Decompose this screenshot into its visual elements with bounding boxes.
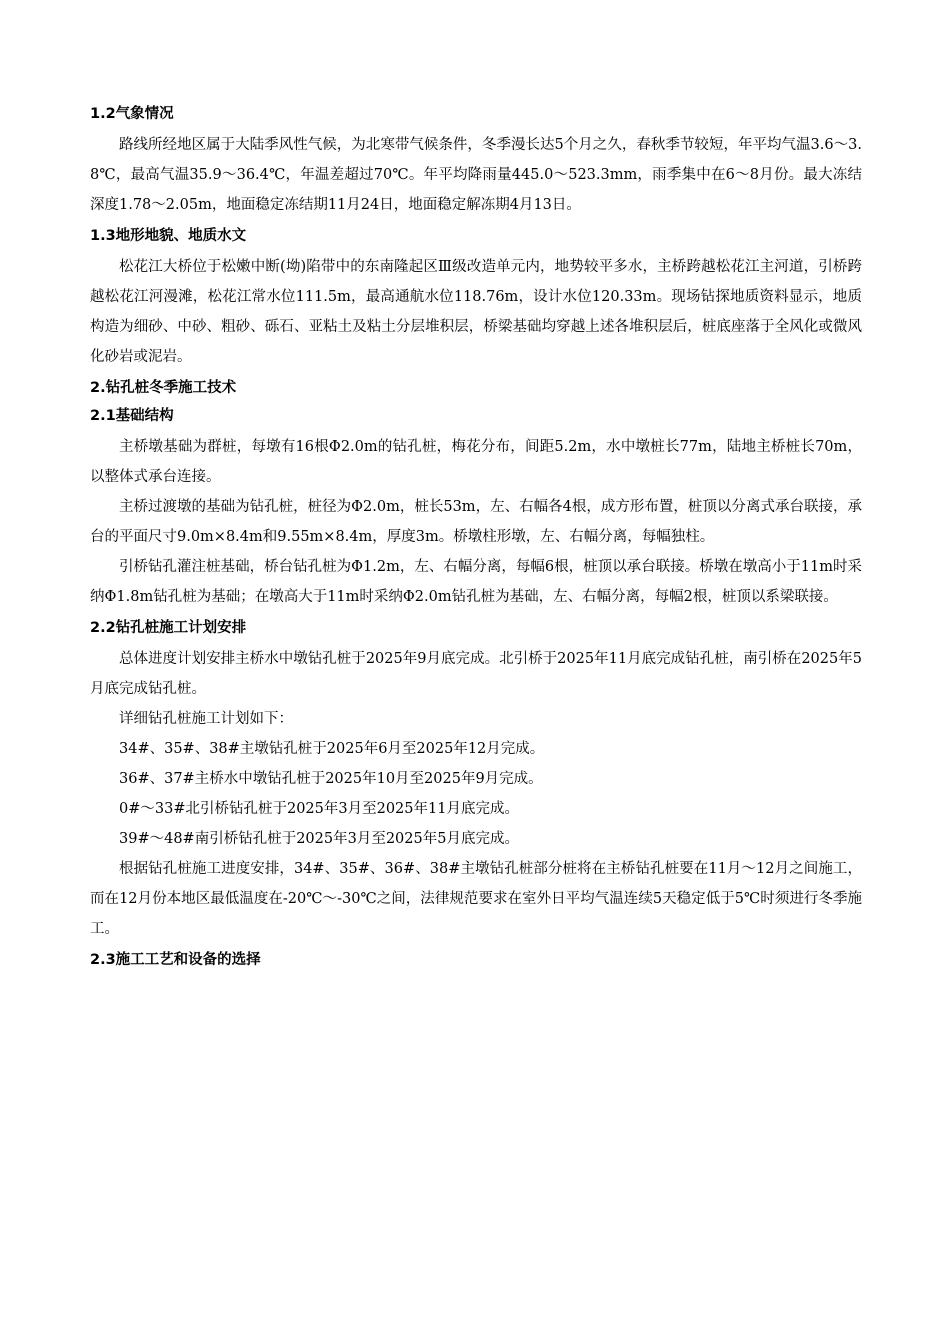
plan-item: 36#、37#主桥水中墩钻孔桩于2025年10月至2025年9月完成。 [119, 771, 543, 787]
heading-2-3: 2.3施工工艺和设备的选择 [90, 952, 261, 968]
heading-1-3: 1.3地形地貌、地质水文 [90, 228, 247, 244]
heading-2-1: 2.1基础结构 [90, 408, 174, 424]
paragraph-overall-schedule: 总体进度计划安排主桥水中墩钻孔桩于2025年9月底完成。北引桥于2025年11月底完成钻孔桩，南引桥在2025年5月底完成钻孔桩。 [90, 651, 862, 697]
heading-2: 2.钻孔桩冬季施工技术 [90, 380, 237, 396]
plan-item: 39#～48#南引桥钻孔桩于2025年3月至2025年5月底完成。 [119, 831, 519, 847]
paragraph-terrain: 松花江大桥位于松嫩中断(坳)陷带中的东南隆起区Ⅲ级改造单元内，地势较平多水，主桥跨越松花江主河道，引桥跨越松花江河漫滩，松花江常水位111.5m，最高通航水位118.76m，设计水位120.33m。现场钻探地质资料显示，地质构造为细砂、中砂、粗砂、砾石、亚粘土及粘土分层堆积层，桥梁基础均穿越上述各堆积层后，桩底座落于全风化或微风化砂岩或泥岩。 [90, 259, 862, 365]
plan-item: 0#～33#北引桥钻孔桩于2025年3月至2025年11月底完成。 [119, 801, 519, 817]
paragraph-main-pier-foundation: 主桥墩基础为群桩，每墩有16根Φ2.0m的钻孔桩，梅花分布，间距5.2m，水中墩桩长77m，陆地主桥桩长70m，以整体式承台连接。 [90, 439, 862, 485]
paragraph-approach-bridge-foundation: 引桥钻孔灌注桩基础，桥台钻孔桩为Φ1.2m，左、右幅分离，每幅6根，桩顶以承台联接。桥墩在墩高小于11m时采纳Φ1.8m钻孔桩为基础；在墩高大于11m时采纳Φ2.0m钻孔桩为基础，左、右幅分离，每幅2根，桩顶以系梁联接。 [90, 559, 862, 605]
paragraph-transition-pier-foundation: 主桥过渡墩的基础为钻孔桩，桩径为Φ2.0m，桩长53m，左、右幅各4根，成方形布置，桩顶以分离式承台联接，承台的平面尺寸9.0m×8.4m和9.55m×8.4m，厚度3m。桥墩柱形墩，左、右幅分离，每幅独柱。 [90, 499, 862, 545]
paragraph-climate: 路线所经地区属于大陆季风性气候，为北寒带气候条件，冬季漫长达5个月之久，春秋季节较短，年平均气温3.6～3.8℃，最高气温35.9～36.4℃，年温差超过70℃。年平均降雨量445.0～523.3mm，雨季集中在6～8月份。最大冻结深度1.78～2.05m，地面稳定冻结期11月24日，地面稳定解冻期4月13日。 [90, 137, 862, 213]
plan-item: 34#、35#、38#主墩钻孔桩于2025年6月至2025年12月完成。 [119, 741, 545, 757]
paragraph-winter-construction: 根据钻孔桩施工进度安排，34#、35#、36#、38#主墩钻孔桩部分桩将在主桥钻孔桩要在11月～12月之间施工，而在12月份本地区最低温度在-20℃～-30℃之间，法律规范要求在室外日平均气温连续5天稳定低于5℃时须进行冬季施工。 [90, 861, 862, 937]
document-body [90, 98, 862, 976]
heading-1-2: 1.2气象情况 [90, 106, 174, 122]
heading-2-2: 2.2钻孔桩施工计划安排 [90, 620, 247, 636]
plan-label: 详细钻孔桩施工计划如下： [119, 711, 293, 727]
